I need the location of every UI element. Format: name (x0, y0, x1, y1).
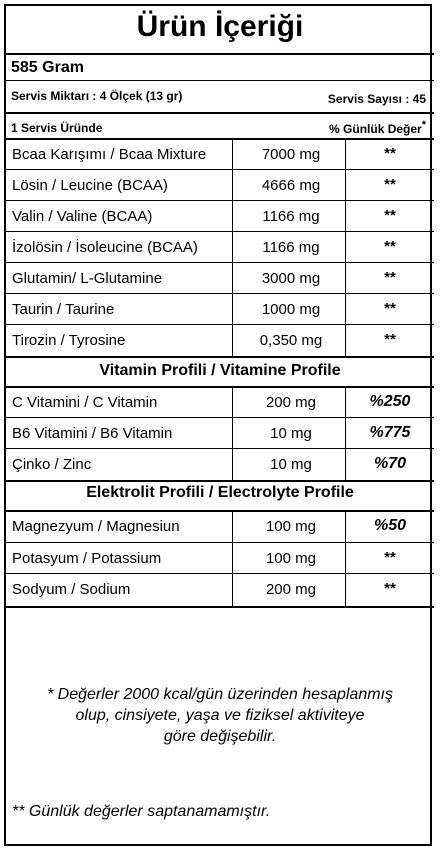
page-title: Ürün İçeriği (136, 10, 304, 43)
daily-value: ** (384, 300, 396, 317)
table-row (6, 325, 434, 356)
daily-value: ** (384, 269, 396, 286)
table-row (6, 387, 434, 418)
footnote-line: olup, cinsiyete, yaşa ve fiziksel aktiviteye (75, 707, 365, 724)
daily-value: ** (384, 238, 396, 255)
divider (6, 53, 434, 55)
footnote-daily-values (6, 684, 434, 747)
daily-value: ** (384, 176, 396, 193)
column-divider (232, 511, 233, 606)
footnote-line: * Değerler 2000 kcal/gün üzerinden hesaplanmış (47, 686, 393, 703)
daily-value: ** (384, 331, 396, 348)
nutrient-name: Bcaa Karışımı / Bcaa Mixture (12, 146, 207, 163)
nutrient-amount: 1166 mg (262, 239, 320, 256)
nutrient-amount: 3000 mg (261, 270, 321, 287)
daily-value: %250 (369, 393, 411, 410)
daily-value: %775 (369, 424, 411, 441)
nutrient-name: Lösin / Leucine (BCAA) (12, 177, 168, 194)
table-row (6, 232, 434, 263)
daily-value-header (329, 119, 426, 136)
nutrient-amount: 0,350 mg (259, 332, 323, 349)
nutrient-amount: 100 mg (265, 549, 317, 567)
vitamin-section-title: Vitamin Profili / Vitamine Profile (99, 362, 341, 379)
nutrient-amount: 200 mg (265, 581, 317, 599)
nutrient-amount: 7000 mg (261, 146, 321, 163)
nutrient-amount: 10 mg (270, 456, 312, 473)
column-divider (345, 139, 346, 356)
nutrient-name: Taurin / Taurine (12, 301, 115, 318)
divider (6, 480, 434, 482)
column-divider (345, 511, 346, 606)
table-row (6, 511, 434, 542)
nutrient-name: B6 Vitamini / B6 Vitamin (12, 425, 173, 442)
nutrient-name: Glutamin/ L-Glutamine (12, 270, 163, 287)
footnote-line: göre değişebilir. (163, 728, 277, 745)
nutrient-name: Potasyum / Potassium (12, 549, 162, 567)
table-row (6, 543, 434, 574)
table-row (6, 574, 434, 605)
column-divider (232, 139, 233, 356)
table-row (6, 418, 434, 449)
footnote-not-established: ** Günlük değerler saptanamamıştır. (12, 803, 271, 820)
daily-value: ** (384, 145, 396, 162)
column-divider (232, 387, 233, 480)
nutrient-name: İzolösin / İsoleucine (BCAA) (12, 239, 198, 256)
electrolyte-section-title: Elektrolit Profili / Electrolyte Profile (86, 484, 354, 501)
table-row (6, 170, 434, 201)
column-divider (345, 387, 346, 480)
nutrient-name: Magnezyum / Magnesiun (12, 518, 180, 535)
nutrient-amount: 100 mg (265, 518, 317, 535)
nutrient-name: Sodyum / Sodium (12, 581, 131, 599)
daily-value-label: % Günlük Değer (329, 122, 422, 136)
daily-value-mark: * (421, 119, 426, 131)
nutrient-name: Valin / Valine (BCAA) (12, 208, 153, 225)
nutrient-name: Tirozin / Tyrosine (12, 332, 126, 349)
divider (6, 112, 434, 114)
daily-value: ** (384, 548, 396, 566)
divider (6, 356, 434, 358)
nutrient-amount: 10 mg (270, 425, 312, 442)
daily-value: %50 (373, 517, 407, 534)
nutrient-name: Çinko / Zinc (12, 456, 92, 473)
table-row (6, 139, 434, 170)
divider (6, 606, 434, 608)
nutrient-amount: 200 mg (265, 394, 317, 411)
daily-value: ** (384, 580, 396, 598)
nutrient-name: C Vitamini / C Vitamin (12, 394, 158, 411)
serving-size: Servis Miktarı : 4 Ölçek (13 gr) (11, 89, 183, 103)
net-weight: 585 Gram (11, 59, 84, 76)
table-row (6, 449, 434, 480)
table-row (6, 294, 434, 325)
table-row (6, 201, 434, 232)
servings-count: Servis Sayısı : 45 (327, 92, 426, 106)
daily-value: ** (384, 207, 396, 224)
nutrient-amount: 1166 mg (262, 208, 320, 225)
table-row (6, 263, 434, 294)
per-serving-label: 1 Servis Üründe (11, 121, 103, 135)
daily-value: %70 (373, 455, 407, 472)
divider (6, 80, 434, 81)
nutrient-amount: 1000 mg (261, 301, 321, 318)
nutrient-amount: 4666 mg (261, 177, 321, 194)
